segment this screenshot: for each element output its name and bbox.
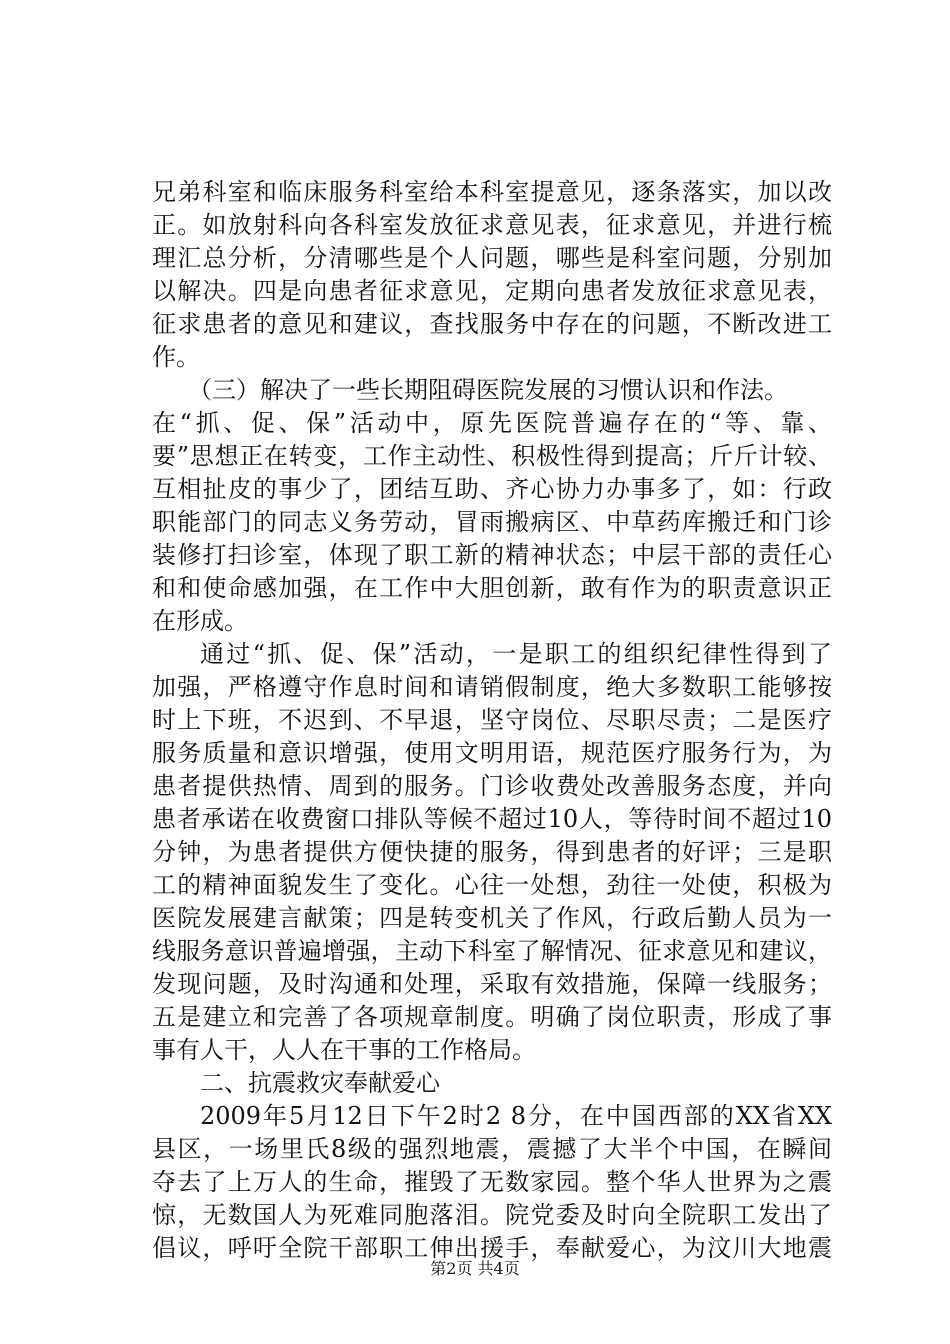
text-line: 患者提供热情、周到的服务。门诊收费处改善服务态度，并向: [152, 772, 832, 800]
section-heading: （三）解决了一些长期阻碍医院发展的习惯认识和作法。: [188, 376, 788, 404]
text-line: 患者承诺在收费窗口排队等候不超过10人，等待时间不超过10: [152, 805, 832, 833]
text-line: 加强，严格遵守作息时间和请销假制度，绝大多数职工能够按: [152, 673, 832, 701]
text-line: 装修打扫诊室，体现了职工新的精神状态；中层干部的责任心: [152, 541, 832, 569]
text-line: 分钟，为患者提供方便快捷的服务，得到患者的好评；三是职: [152, 838, 832, 866]
text-line: 倡议，呼吁全院干部职工伸出援手，奉献爱心，为汶川大地震: [152, 1234, 832, 1262]
text-line: 互相扯皮的事少了，团结互助、齐心协力办事多了，如：行政: [152, 475, 832, 503]
text-line: 在形成。: [152, 607, 248, 635]
text-line: 正。如放射科向各科室发放征求意见表，征求意见，并进行梳: [152, 211, 832, 239]
text-line: 线服务意识普遍增强，主动下科室了解情况、征求意见和建议，: [152, 937, 832, 965]
text-line: 事有人干，人人在干事的工作格局。: [152, 1036, 536, 1064]
text-line: 兄弟科室和临床服务科室给本科室提意见，逐条落实，加以改: [152, 178, 832, 206]
text-line: 惊，无数国人为死难同胞落泪。院党委及时向全院职工发出了: [152, 1201, 832, 1229]
text-line: 时上下班，不迟到、不早退，坚守岗位、尽职尽责；二是医疗: [152, 706, 832, 734]
text-line: 征求患者的意见和建议，查找服务中存在的问题，不断改进工: [152, 310, 832, 338]
text-line: 以解决。四是向患者征求意见，定期向患者发放征求意见表，: [152, 277, 832, 305]
text-line: 五是建立和完善了各项规章制度。明确了岗位职责，形成了事: [152, 1003, 832, 1031]
page-footer: 第2页 共4页: [430, 1259, 520, 1278]
text-line: 职能部门的同志义务劳动，冒雨搬病区、中草药库搬迁和门诊: [152, 508, 832, 536]
text-line: 服务质量和意识增强，使用文明用语，规范医疗服务行为，为: [152, 739, 832, 767]
text-line: 县区，一场里氏8级的强烈地震，震撼了大半个中国，在瞬间: [152, 1135, 832, 1163]
text-line: 和和使命感加强，在工作中大胆创新，敢有作为的职责意识正: [152, 574, 832, 602]
text-line: 2009年5月12日下午2时2 8分，在中国西部的XX省XX: [200, 1102, 832, 1130]
text-line: 医院发展建言献策；四是转变机关了作风，行政后勤人员为一: [152, 904, 832, 932]
text-line: 通过“抓、促、保”活动，一是职工的组织纪律性得到了: [200, 640, 832, 668]
text-line: 作。: [152, 343, 200, 371]
text-line: 发现问题，及时沟通和处理，采取有效措施，保障一线服务；: [152, 970, 832, 998]
text-line: 工的精神面貌发生了变化。心往一处想，劲往一处使，积极为: [152, 871, 832, 899]
section-heading: 二、抗震救灾奉献爱心: [200, 1069, 440, 1097]
text-line: 夺去了上万人的生命，摧毁了无数家园。整个华人世界为之震: [152, 1168, 832, 1196]
text-line: 要”思想正在转变，工作主动性、积极性得到提高；斤斤计较、: [152, 442, 832, 470]
text-line: 理汇总分析，分清哪些是个人问题，哪些是科室问题，分别加: [152, 244, 832, 272]
text-line: 在“抓、促、保”活动中，原先医院普遍存在的“等、靠、: [152, 409, 832, 437]
document-body: [152, 176, 832, 1265]
